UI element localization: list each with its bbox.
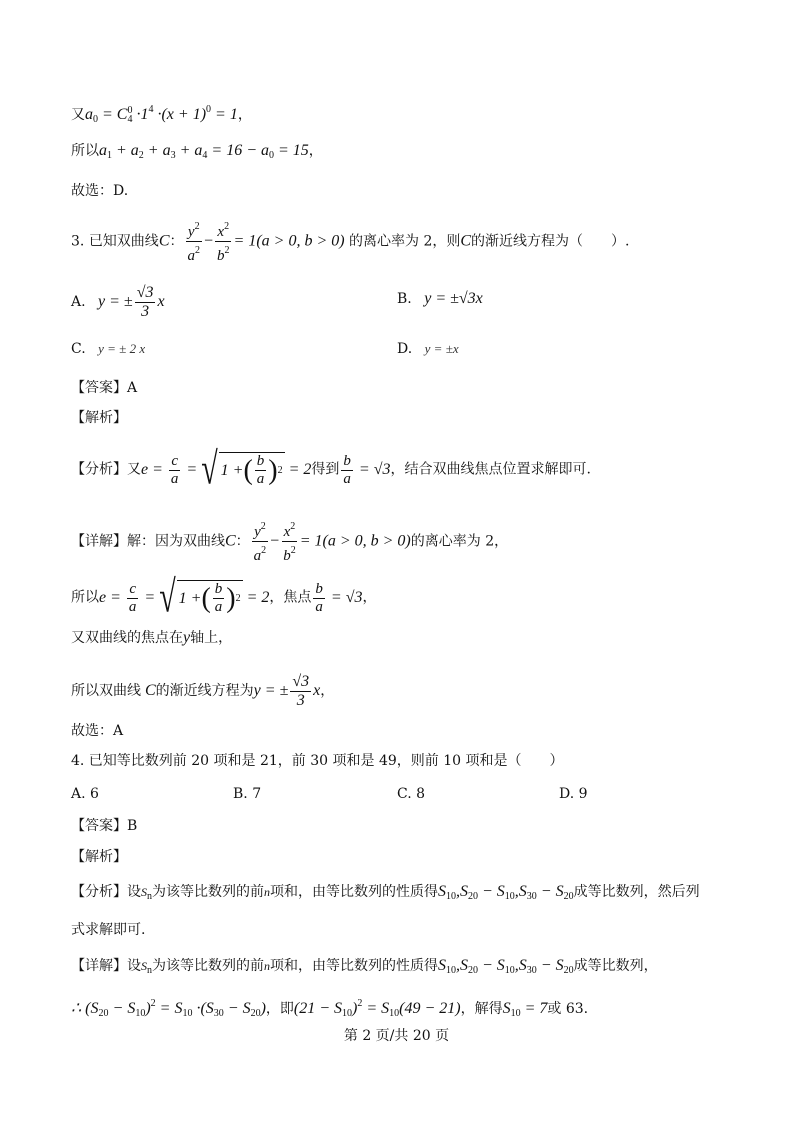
q3-line-4 [71,673,334,710]
q3-fenxi-t2: 得到 [311,461,340,478]
q4-option-d: D. 9 [559,786,588,802]
q3-fenxi-t1: 又 [127,461,141,478]
q3-option-b-math: y = ±√3x [424,290,483,307]
q3-xiangjie-t2: 的离心率为 2， [410,533,509,550]
math-s10: $S_{10} = 7$ [502,1000,548,1019]
line-sum-suffix: ， [308,143,323,159]
q4-l2-t3: 或 63. [547,1001,589,1017]
q4-answer [71,816,137,836]
q3-line-5: 故选：A [71,723,124,739]
math-ba-sqrt3: $\frac{b}{a}$ = √3 [343,452,391,487]
q3-line-3 [71,628,232,648]
q3-l4-t3: ， [320,683,335,700]
q3-option-a-math: y = ± $\frac{√3}{3}$ x [98,284,165,320]
math-a0: $a_0 = C$ $_{0 4} \cdot 1^4 \cdot(x + 1)^0 = 1$ [85,104,238,125]
q4-fenxi-cont: 式求解即可. [71,922,146,938]
line-choose-d: 故选：D. [71,183,129,199]
q3-line-2 [71,572,377,622]
q3-option-b [397,290,483,308]
q3-analysis-tag: 【解析】 [71,410,127,426]
q3-number: 3. [71,233,85,250]
q3-option-c-math: y = ± 2 x [98,341,146,356]
math-geo-eq: ∴ $(S_{20} - S_{10})^2 = S_{10} \cdot(S_{30} - S_{20})$ [71,998,266,1019]
q4-fenxi-t2: 为该等比数列的前 [152,884,264,900]
math-geo-eq-2: $(21 - S_{10})^2 = S_{10}(49 - 21)$ [293,998,461,1019]
q4-fenxi-t4: 成等比数列，然后列 [573,884,700,900]
math-sn-2: $S_n$ [141,959,152,976]
q4-answer-tag: 【答案】 [71,818,127,834]
q3-l4-t1: 所以双曲线 [71,683,141,700]
math-ecc-formula: e = $\frac{c}{a}$ = √ 1 + ( $\frac{b}{a}$ ) 2 = 2 [141,444,312,494]
page-footer: 第 2 页/共 20 页 [343,1028,450,1044]
q3-text-1: 已知双曲线 [88,233,159,250]
q3-option-b-label: B. [397,291,412,307]
q3-fenxi-tag: 【分析】 [71,461,127,478]
q3-answer-value: A [127,380,138,396]
q4-l2-t2: ，解得 [460,1001,503,1017]
math-curve-c: C [158,232,170,250]
q3-option-a [71,284,165,321]
q4-fenxi-tag: 【分析】 [71,884,127,900]
math-cond: = 1(a > 0, b > 0) [233,232,345,250]
q3-option-d-label: D. [397,341,413,357]
q4-fenxi [71,882,700,907]
q4-xiangjie-t2: 为该等比数列的前 [152,958,264,974]
q3-l3-t1: 又双曲线的焦点在 [71,630,183,646]
math-c4: C [141,682,156,700]
q3-answer-tag: 【答案】 [71,380,127,396]
q4-xiangjie [71,956,658,981]
q4-fenxi-t1: 设 [127,884,141,900]
q3-l2-t3: ， [362,589,377,606]
q4-xiangjie-t3: 项和，由等比数列的性质得 [270,958,438,974]
q3-l3-t2: 轴上， [190,630,233,646]
q3-text-3: 的渐近线方程为（ ）. [471,233,630,250]
math-asymptote: y = ± $\frac{√3}{3}$ x [253,673,321,709]
q4-line-2 [71,994,588,1024]
math-y-axis: y [183,629,191,646]
q4-l2-t1: ，即 [265,1001,294,1017]
q3-l2-t1: 所以 [71,589,99,606]
q4-answer-value: B [127,818,138,834]
question-3: 3. 已知双曲线C： $\frac{y^2}{a^2}$ − $\frac{x^2}{b^2}$ = 1(a > 0, b > 0) 的离心率为 2，则C的渐近线方程为（ ）. [71,218,630,265]
q3-answer [71,378,137,398]
q3-l2-t2: ，焦点 [269,589,312,606]
line-sum-prefix: 所以 [71,143,99,159]
q3-option-d-math: y = ±x [424,341,459,356]
q4-option-a: A. 6 [71,786,99,802]
question-4: 4. 已知等比数列前 20 项和是 21，前 30 项和是 49，则前 10 项和是（ ） [71,753,564,769]
q3-xiangjie: 【详解】解：因为双曲线C： $\frac{y^2}{a^2}$ − $\frac{x^2}{b^2}$ = 1(a > 0, b > 0)的离心率为 2， [71,518,508,565]
line-a0-suffix: ， [237,107,252,123]
q3-option-c [71,341,145,357]
q4-option-b: B. 7 [233,786,262,802]
q3-xiangjie-tag: 【详解】 [71,533,127,550]
q4-xiangjie-t1: 设 [127,958,141,974]
q4-fenxi-t3: 项和，由等比数列的性质得 [270,884,438,900]
q4-xiangjie-t4: 成等比数列， [573,958,658,974]
q4-option-c: C. 8 [397,786,426,802]
q3-text-2: 的离心率为 2，则 [349,233,461,250]
q3-option-c-label: C. [71,341,86,357]
q3-xiangjie-t1: 解：因为双曲线 [127,533,225,550]
math-c2: C [460,232,472,250]
math-n: n [264,885,270,899]
line-a0-prefix: 又 [71,107,85,123]
math-s-seq-2: $S_{10},S_{20} - S_{10},S_{30} - S_{20}$ [438,957,574,976]
frac-y2-a2: $\frac{y^2}{a^2}$ [185,218,202,265]
math-s-seq: $S_{10},S_{20} - S_{10},S_{30} - S_{20}$ [438,883,574,902]
frac-y2-a2-b: $\frac{y^2}{a^2}$ [252,518,269,565]
q3-l4-t2: 的渐近线方程为 [155,683,254,700]
q3-option-a-label: A. [71,294,86,311]
math-curve-c3: C [225,532,236,550]
q3-fenxi-t3: ，结合双曲线焦点位置求解即可. [390,461,591,478]
frac-x2-b2-b: $\frac{x^2}{b^2}$ [281,518,298,565]
q4-xiangjie-tag: 【详解】 [71,958,127,974]
math-sum: $a_1 + a_2 + a_3 + a_4 = 16 - a_0 = 15$ [99,142,309,161]
math-ecc-formula-2: e = $\frac{c}{a}$ = √ 1 + ( $\frac{b}{a}$ ) 2 = 2 [99,572,270,622]
q3-option-d [397,341,459,357]
q4-analysis-tag: 【解析】 [71,849,127,865]
math-ba-sqrt3-2: $\frac{b}{a}$ = √3 [315,580,363,615]
math-sn: $S_n$ [141,885,152,902]
math-cond-b: = 1(a > 0, b > 0) [299,532,411,550]
q3-fenxi [71,444,591,494]
line-a0 [71,100,252,130]
line-sum [71,141,323,166]
frac-x2-b2: $\frac{x^2}{b^2}$ [215,218,232,265]
math-n-2: n [264,959,270,973]
